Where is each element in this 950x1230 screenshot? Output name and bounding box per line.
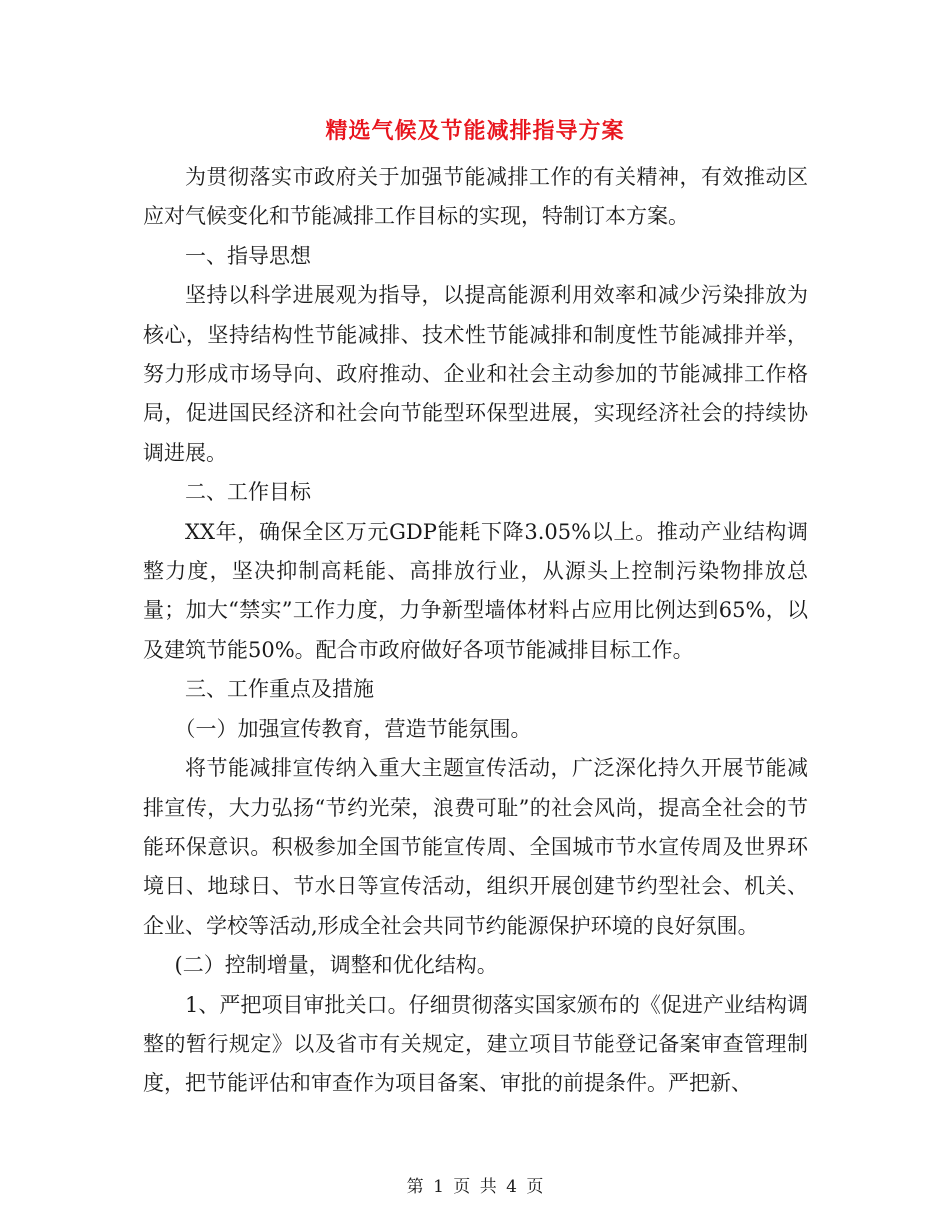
publicity-paragraph: 将节能减排宣传纳入重大主题宣传活动，广泛深化持久开展节能减排宣传，大力弘扬“节约光荣，浪费可耻”的社会风尚，提高全社会的节能环保意识。积极参加全国节能宣传周、全国城市节水宣传周及世界环境日、地球日、节水日等宣传活动，组织开展创建节约型社会、机关、企业、学校等活动,形成全社会共同节约能源保护环境的良好氛围。: [143, 756, 808, 938]
guiding-ideology-paragraph: 坚持以科学进展观为指导，以提高能源利用效率和减少污染排放为核心，坚持结构性节能减排、技术性节能减排和制度性节能减排并举，努力形成市场导向、政府推动、企业和社会主动参加的节能减排工作格局，促进国民经济和社会向节能型环保型进展，实现经济社会的持续协调进展。: [143, 283, 808, 465]
page-number-footer: 第 1 页 共 4 页: [406, 1177, 544, 1197]
project-approval-paragraph: 1、严把项目审批关口。仔细贯彻落实国家颁布的《促进产业结构调整的暂行规定》以及省市有关规定，建立项目节能登记备案审查管理制度，把节能评估和审查作为项目备案、审批的前提条件。严把新、: [143, 992, 808, 1096]
subsection-heading-publicity: （一）加强宣传教育，营造节能氛围。: [174, 716, 532, 741]
section-heading-key-measures: 三、工作重点及措施: [185, 677, 374, 702]
work-goals-paragraph: XX年，确保全区万元GDP能耗下降3.05%以上。推动产业结构调整力度，坚决抑制高耗能、高排放行业，从源头上控制污染物排放总量；加大“禁实”工作力度，力争新型墙体材料占应用比例达到65%，以及建筑节能50%。配合市政府做好各项节能减排目标工作。: [143, 519, 808, 662]
section-heading-work-goals: 二、工作目标: [185, 480, 311, 505]
document-body: [143, 158, 808, 1104]
section-heading-guiding-ideology: 一、指导思想: [185, 243, 311, 268]
intro-paragraph: 为贯彻落实市政府关于加强节能减排工作的有关精神，有效推动区应对气候变化和节能减排工作目标的实现，特制订本方案。: [143, 165, 808, 229]
document-title: 精选气候及节能减排指导方案: [325, 118, 625, 144]
subsection-heading-structure: (二）控制增量，调整和优化结构。: [174, 953, 498, 978]
